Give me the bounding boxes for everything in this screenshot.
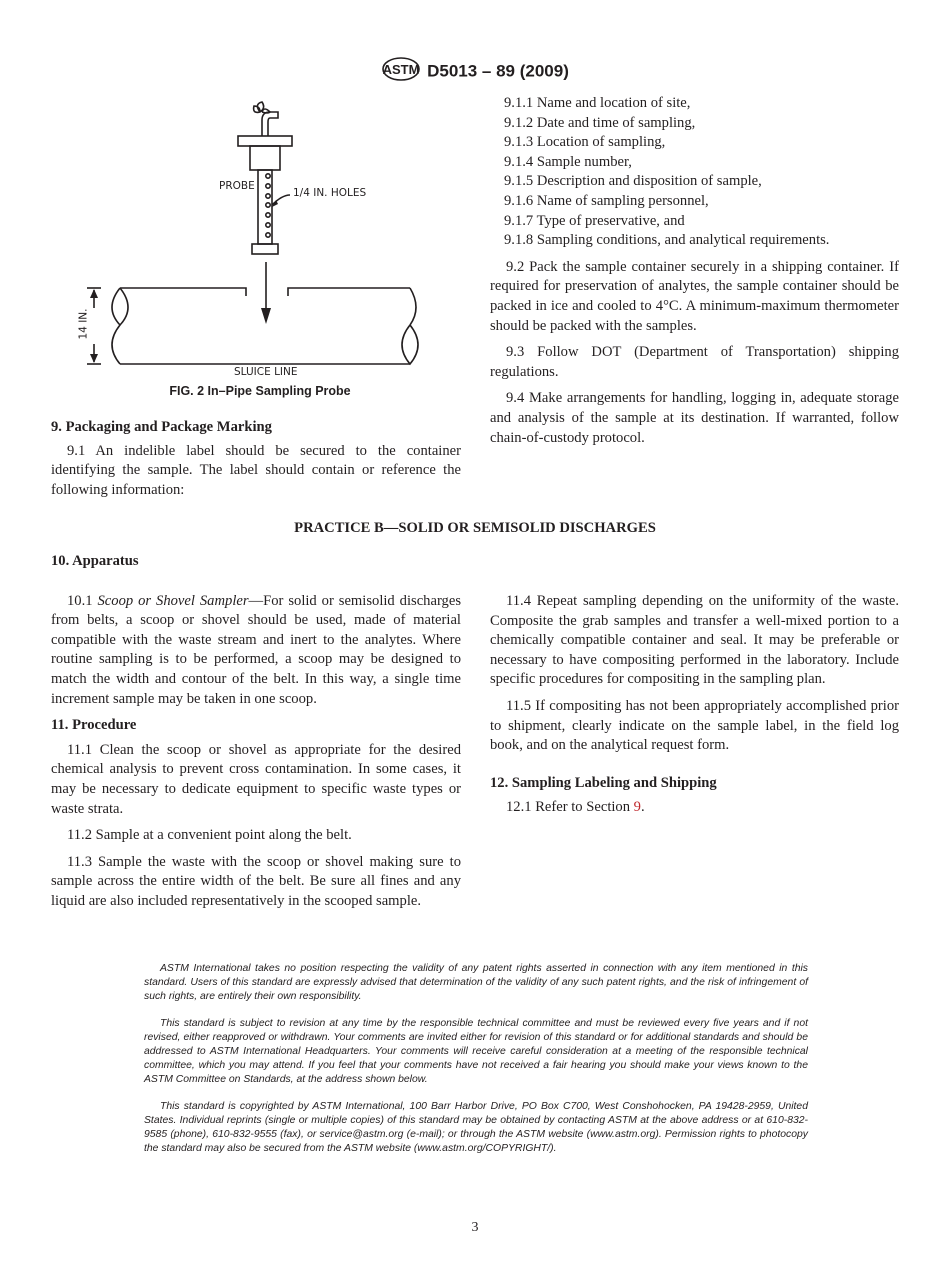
holes-label: 1/4 IN. HOLES [293,187,367,199]
left-column-lower [51,552,461,912]
paragraph-9-3: 9.3 Follow DOT (Department of Transportation) shipping regulations. [490,344,899,380]
sluice-line-label: SLUICE LINE [234,366,298,378]
list-item: 9.1.8 Sampling conditions, and analytical requirements. [504,232,830,249]
page-number: 3 [471,1220,479,1235]
paragraph-11-1: 11.1 Clean the scoop or shovel as appropriate for the desired chemical analysis to prevent cross contamination. In some cases, it may be necessary to dedicate equipment to specific waste types or waste strata. [51,741,461,817]
right-column-lower [490,592,899,818]
section-11-heading: 11. Procedure [51,717,137,734]
designation-title: D5013 – 89 (2009) [427,61,569,81]
copyright-notice: This standard is copyrighted by ASTM International, 100 Barr Harbor Drive, PO Box C700, West Conshohocken, PA 19428-2959, United States. Individual reprints (single or multiple copies) of this standard may be obtained by contacting ASTM at the above address or at 610-832-9585 (phone), 610-832-9555 (fax), or service@astm.org (e-mail); or through the ASTM website (www.astm.org). Permission rights to photocopy the standard may also be secured from the ASTM website (www.astm.org/COPYRIGHT/). [144,1101,808,1154]
paragraph-12-1: 12.1 Refer to Section 9. [506,799,645,816]
svg-text:ASTM: ASTM [382,62,420,77]
section-9-left [51,418,461,500]
astm-logo-icon [381,56,421,87]
paragraph-11-5: 11.5 If compositing has not been appropriately accomplished prior to shipment, clearly indicate on the sample label, in the field log book, and on the analytical request form. [490,697,899,754]
list-item: 9.1.4 Sample number, [504,153,632,170]
legal-notices [144,962,808,1156]
in-pipe-sampling-probe-diagram [77,90,440,390]
dimension-label: 14 IN. [77,308,90,340]
paragraph-10-1: 10.1 Scoop or Shovel Sampler—For solid or semisolid discharges from belts, a scoop or shovel should be used, made of material compatible with the waste stream and inert to the analytes. Where routine sampling is to be performed, a scoop may be designed to match the width and contour of the belt. In this way, a single time increment sample may be taken in one scoop. [51,592,462,707]
list-item: 9.1.1 Name and location of site, [504,95,691,111]
section-12-heading: 12. Sampling Labeling and Shipping [490,774,717,791]
figure-2 [77,90,440,410]
practice-b-title: PRACTICE B—SOLID OR SEMISOLID DISCHARGES [294,520,656,536]
section-9-right [490,94,899,448]
list-item: 9.1.6 Name of sampling personnel, [504,192,709,209]
paragraph-11-3: 11.3 Sample the waste with the scoop or shovel making sure to sample across the entire width of the belt. Be sure all fines and any liquid are also included representatively in the scooped sample. [51,853,461,909]
figure-caption: FIG. 2 In–Pipe Sampling Probe [169,384,351,398]
list-item: 9.1.7 Type of preservative, and [504,212,685,229]
paragraph-9-2: 9.2 Pack the sample container securely in a shipping container. If required for preservation of analytes, the sample container should be packed in ice and cooled to 4°C. A minimum-maximum thermometer should be packed with the samples. [490,258,899,334]
paragraph-9-1: 9.1 An indelible label should be secured to the container identifying the sample. The label should contain or reference the following information: [51,442,461,498]
revision-notice: This standard is subject to revision at any time by the responsible technical committee and must be reviewed every five years and if not revised, either reapproved or withdrawn. Your comments are invited either for revision of this standard or for additional standards and should be addressed to ASTM International Headquarters. Your comments will receive careful consideration at a meeting of the responsible technical committee, which you may attend. If you feel that your comments have not received a fair hearing you should make your views known to the ASTM Committee on Standards, at the address shown below. [144,1018,808,1085]
paragraph-11-4: 11.4 Repeat sampling depending on the uniformity of the waste. Composite the grab samples and transfer a well-mixed portion to a chemically compatible container and seal. It may be preferable or necessary to have compositing performed in the laboratory. Include specific procedures for compositing in the sampling plan. [490,593,899,688]
paragraph-11-2: 11.2 Sample at a convenient point along the belt. [67,827,352,844]
section-9-link[interactable]: 9 [633,799,641,816]
list-item: 9.1.2 Date and time of sampling, [504,114,696,131]
document-header [0,56,950,87]
patent-notice: ASTM International takes no position respecting the validity of any patent rights asserted in connection with any item mentioned in this standard. Users of this standard are expressly advised that determination of the validity of any such patent rights, and the risk of infringement of such rights, are entirely their own responsibility. [144,963,808,1002]
list-item: 9.1.3 Location of sampling, [504,134,666,151]
info-list [490,94,899,251]
section-9-heading: 9. Packaging and Package Marking [51,419,272,435]
probe-label: PROBE [219,180,255,192]
scoop-sampler-term: Scoop or Shovel Sampler [97,592,249,609]
paragraph-9-4: 9.4 Make arrangements for handling, logging in, adequate storage and analysis of the sample at its destination. If warranted, follow chain-of-custody protocol. [490,390,899,446]
list-item: 9.1.5 Description and disposition of sample, [504,173,762,190]
section-10-heading: 10. Apparatus [51,553,139,569]
